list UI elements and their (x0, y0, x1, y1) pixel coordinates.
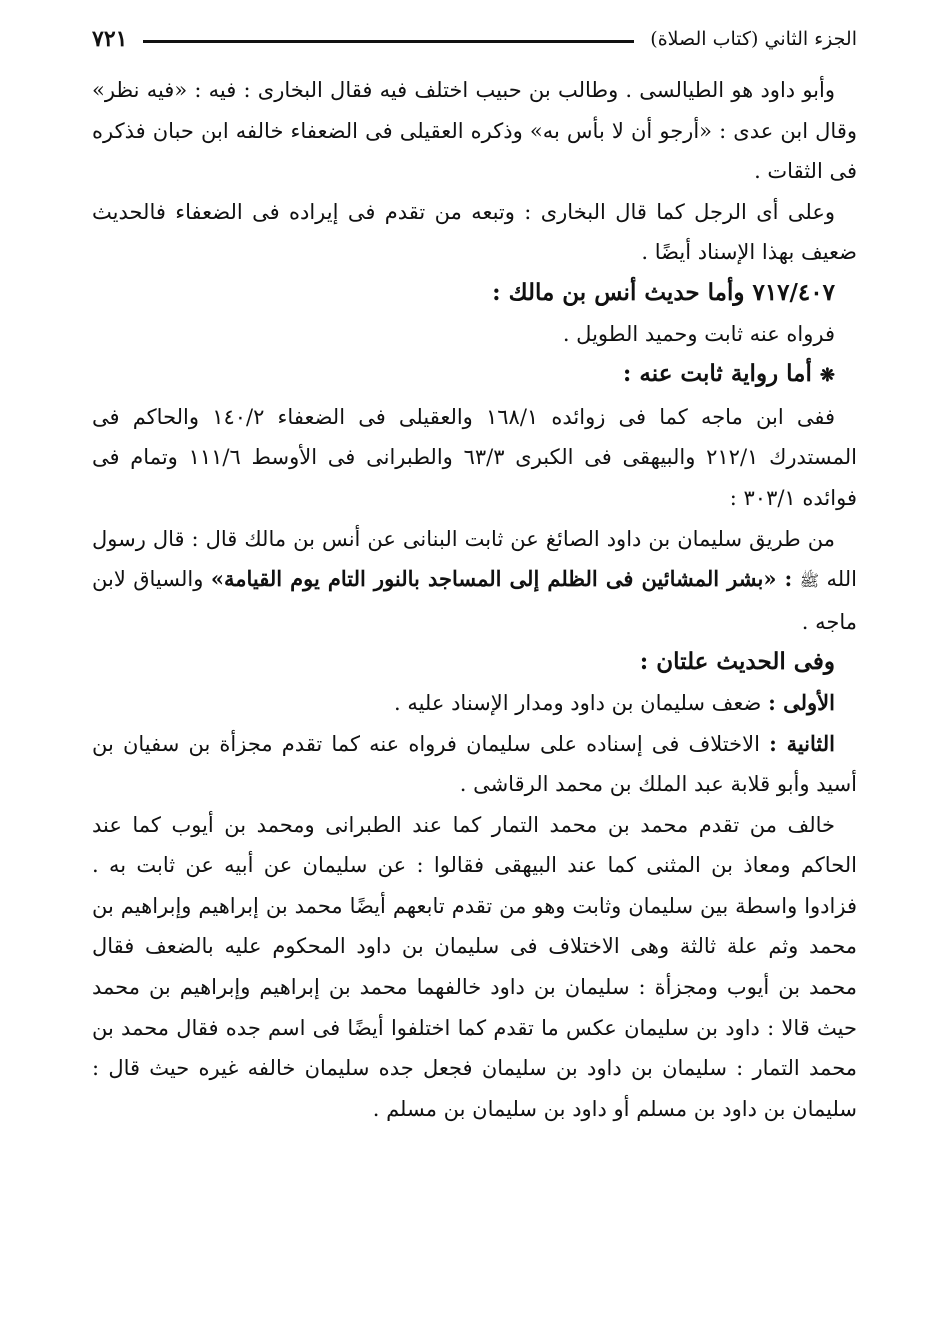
item-label: الثانية : (769, 730, 835, 756)
page-number: ٧٢١ (92, 26, 128, 52)
paragraph: وأبو داود هو الطيالسى . وطالب بن حبيب اختلف فيه فقال البخارى : فيه : «فيه نظر» وقال ابن عدى : «أرجو أن لا بأس به» وذكره العقيلى فى الضعفاء خالفه ابن حبان فذكره فى الثقات . (92, 78, 857, 184)
paragraph: وعلى أى الرجل كما قال البخارى : وتبعه من تقدم فى إيراده فى الضعفاء فالحديث ضعيف بهذا الإسناد أيضًا . (92, 199, 857, 265)
section-heading: وفى الحديث علتان : (639, 648, 835, 676)
paragraph-text: والسياق لابن ماجه . (92, 567, 857, 634)
paragraph (92, 724, 857, 805)
paragraph: فرواه عنه ثابت وحميد الطويل . (562, 321, 835, 346)
item-label: الأولى : (768, 689, 835, 715)
paragraph: خالف من تقدم محمد بن محمد التمار كما عند الطبرانى ومحمد بن أيوب كما عند الحاكم ومعاذ بن المثنى كما عند البيهقى فقالوا : عن سليمان عن أبيه عن ثابت به . فزادوا واسطة بين سليمان وثابت وهو من تقدم تابعهم أيضًا محمد بن إبراهيم وإبراهيم بن محمد وثم علة ثالثة وهى الاختلاف فى سليمان بن داود المحكوم عليه بالضعف فقال محمد بن أيوب ومجزأة : سليمان بن داود خالفهما محمد بن إبراهيم وإبراهيم بن محمد حيث قالا : داود بن سليمان عكس ما تقدم كما اختلفوا أيضًا فى اسم جده فقال محمد بن محمد التمار : سليمان بن داود بن سليمان فجعل جده سليمان خالفه غيره حيث قال : سليمان بن داود بن مسلم أو داود بن سليمان بن مسلم . (92, 812, 857, 1121)
section-heading: ٧١٧/٤٠٧ وأما حديث أنس بن مالك : (492, 278, 835, 306)
star-icon: ❋ (819, 365, 835, 387)
paragraph: ففى ابن ماجه كما فى زوائده ١٦٨/١ والعقيلى فى الضعفاء ١٤٠/٢ والحاكم فى المستدرك ٢١٢/١ والبيهقى فى الكبرى ٦٣/٣ والطبرانى فى الأوسط ١١١/٦ وتمام فى فوائده ٣٠٣/١ : (92, 404, 858, 510)
subsection-heading-text: أما رواية ثابت عنه : (622, 360, 812, 388)
page-body (92, 70, 857, 1129)
paragraph (92, 683, 857, 724)
running-title: الجزء الثاني (كتاب الصلاة) (650, 28, 857, 50)
item-text: ضعف سليمان بن داود ومدار الإسناد عليه . (393, 690, 762, 715)
hadith-text: : «بشر المشائين فى الظلم إلى المساجد بالنور التام يوم القيامة» (210, 566, 793, 592)
honorific-glyph: ﷺ (799, 571, 820, 591)
paragraph-text: من طريق سليمان بن داود الصائغ عن ثابت البنانى عن أنس بن مالك قال : قال رسول الله (92, 526, 857, 592)
subsection-heading (92, 354, 857, 397)
page-header (92, 22, 857, 56)
item-text: الاختلاف فى إسناده على سليمان فرواه عنه كما تقدم مجزأة بن سفيان بن أسيد وأبو قلابة عبد الملك بن محمد الرقاشى . (92, 731, 857, 797)
header-rule (143, 40, 634, 43)
paragraph (92, 519, 857, 643)
